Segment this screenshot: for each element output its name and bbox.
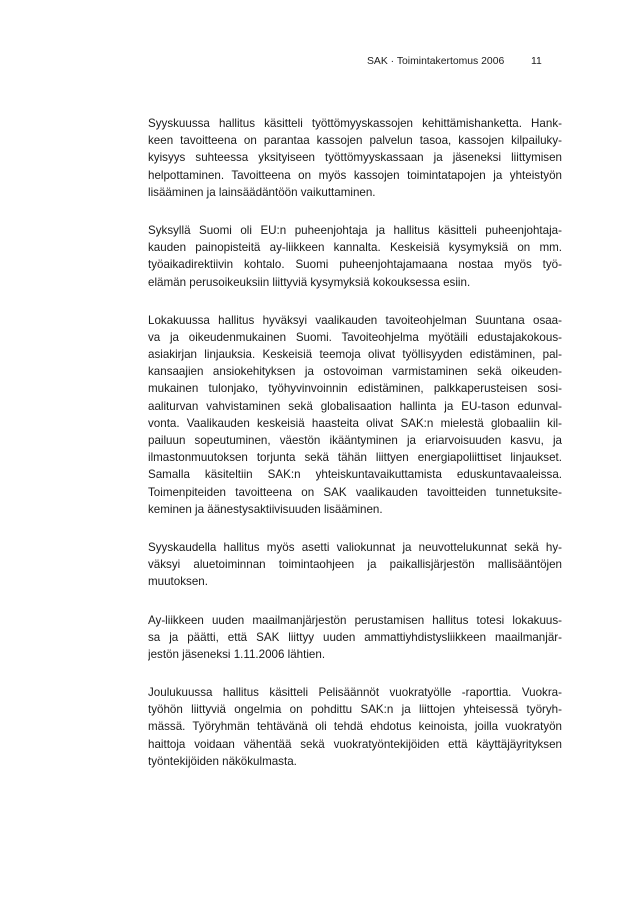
- text-line: sa ja päätti, että SAK liittyy uuden ammattiyhdistysliikkeen maailmanjär-: [148, 630, 562, 644]
- text-line: kyisyys suhteessa yksityiseen työttömyyskassaan ja jäseneksi liittymisen: [148, 151, 562, 165]
- text-line: Lokakuussa hallitus hyväksyi vaalikauden tavoiteohjelman Suuntana osaa-: [148, 313, 562, 327]
- text-line: pailuun sopeutuminen, väestön ikääntyminen ja eriarvoisuuden kasvu, ja: [148, 434, 562, 447]
- text-line: haittoja voidaan vähentää sekä vuokratyöntekijöiden että käyttäjäyrityksen: [148, 737, 562, 751]
- text-line: Joulukuussa hallitus käsitteli Pelisäännöt vuokratyölle -raporttia. Vuokra-: [148, 686, 562, 700]
- text-line: muutoksen.: [148, 575, 208, 589]
- text-line: työhön liittyviä ongelmia on pohdittu SAK:n ja liittojen yhteisessä työryh-: [148, 703, 562, 717]
- paragraph: [148, 222, 562, 291]
- running-header: [367, 55, 543, 69]
- paragraph: [148, 539, 562, 591]
- text-line: Ay-liikkeen uuden maailmanjärjestön perustamisen hallitus totesi lokakuus-: [148, 613, 562, 627]
- text-line: jestön jäseneksi 1.11.2006 lähtien.: [148, 647, 326, 661]
- text-line: työntekijöiden näkökulmasta.: [148, 754, 297, 768]
- text-line: kauden painopisteitä ay-liikkeen kannalta. Keskeisiä kysymyksiä on mm.: [148, 241, 562, 255]
- page-number: 11: [531, 56, 542, 67]
- text-line: mukainen tulonjako, työhyvinvoinnin edistäminen, palkkaperusteisen sosi-: [148, 382, 562, 396]
- text-line: keen tavoitteena on parantaa kassojen palvelun tasoa, kassojen kilpailuky-: [148, 134, 562, 148]
- text-line: Syyskuussa hallitus käsitteli työttömyyskassojen kehittämishanketta. Hank-: [148, 117, 562, 130]
- paragraph: [148, 312, 562, 518]
- text-line: vonta. Vaalikauden keskeisiä haasteita olivat SAK:n mielestä globaaliin kil-: [148, 416, 562, 430]
- body-text: [148, 115, 562, 791]
- text-line: ilmastonmuutoksen torjunta sekä tähän liittyen energiapoliittiset linjaukset.: [148, 451, 562, 465]
- text-line: lisääminen ja lainsäädäntöön vaikuttaminen.: [148, 185, 376, 199]
- paragraph: [148, 612, 562, 664]
- paragraph: [148, 115, 562, 201]
- text-line: kansaajien ansiokehityksen ja ostovoiman varmistaminen sekä oikeuden-: [148, 365, 562, 379]
- text-line: keminen ja äänestysaktiivisuuden lisääminen.: [148, 502, 383, 516]
- document-title: SAK · Toimintakertomus 2006: [367, 56, 505, 67]
- text-line: asiakirjan linjauksia. Keskeisiä teemoja olivat työllisyyden edistäminen, pal-: [148, 348, 562, 362]
- text-line: Samalla käsiteltiin SAK:n yhteiskuntavaikuttamista eduskuntavaaleissa.: [148, 468, 562, 482]
- paragraph: [148, 684, 562, 770]
- text-line: Syyskaudella hallitus myös asetti valiokunnat ja neuvottelukunnat sekä hy-: [148, 540, 562, 554]
- text-line: väksyi aluetoiminnan toimintaohjeen ja paikallisjärjestön mallisääntöjen: [148, 558, 562, 572]
- text-line: mässä. Työryhmän tehtävänä oli tehdä ehdotus keinoista, joilla vuokratyön: [148, 720, 562, 734]
- text-line: aaliturvan vahvistaminen sekä globalisaation hallinta ja EU-tason edunval-: [148, 399, 562, 413]
- text-line: elämän perusoikeuksiin liittyviä kysymyksiä kokouksessa esiin.: [148, 275, 471, 289]
- text-line: helpottaminen. Tavoitteena on myös kassojen toimintatapojen ja yhteistyön: [148, 168, 562, 182]
- text-line: Syksyllä Suomi oli EU:n puheenjohtaja ja hallitus käsitteli puheenjohtaja-: [148, 223, 562, 237]
- text-line: työaikadirektiivin kohtalo. Suomi puheenjohtajamaana nostaa myös työ-: [148, 258, 562, 272]
- text-line: va ja oikeudenmukainen Suomi. Tavoiteohjelma myötäili edustajakokous-: [148, 330, 562, 344]
- text-line: Toimenpiteiden tavoitteena on SAK vaalikauden tavoitteiden tunnetuksite-: [148, 485, 562, 499]
